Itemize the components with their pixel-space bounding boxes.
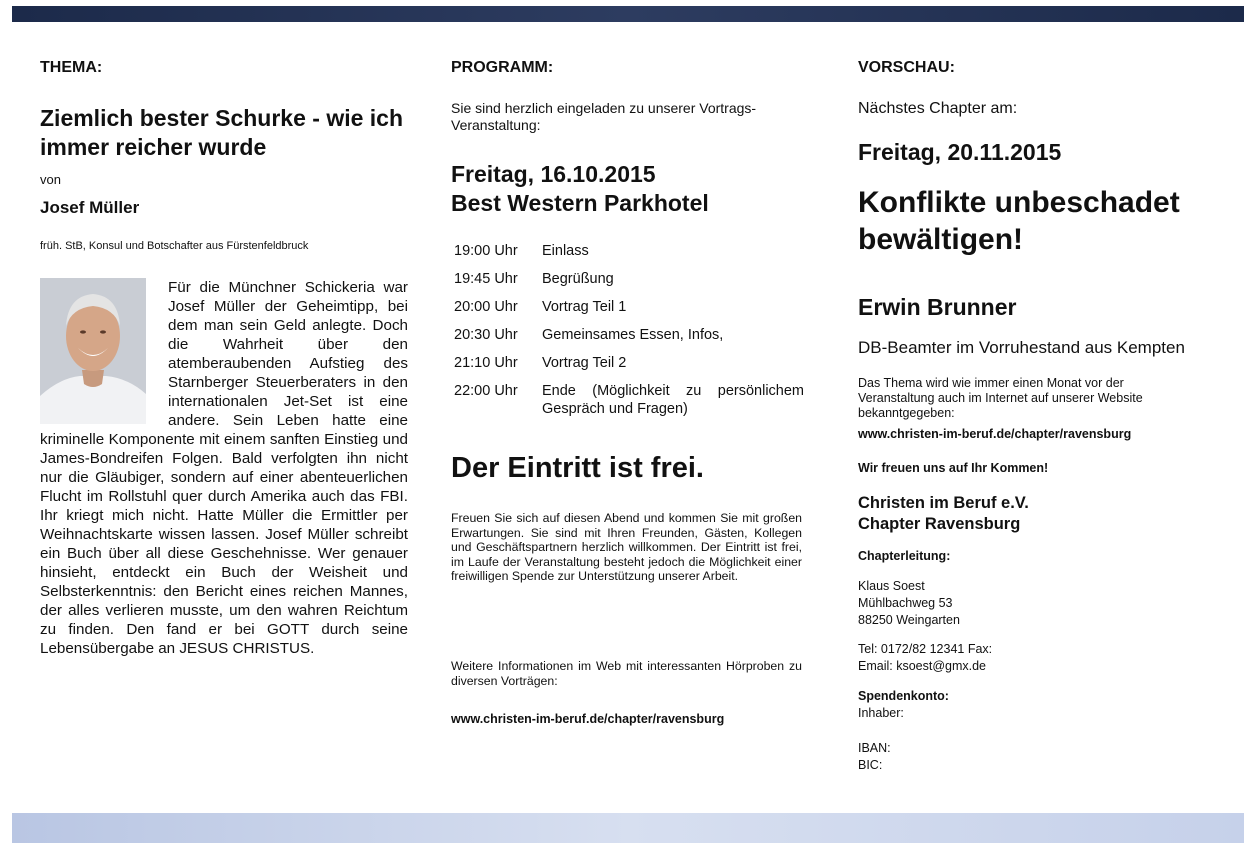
bottom-decor-band [12, 813, 1244, 843]
contact-block [858, 641, 992, 675]
announcement-note: Das Thema wird wie immer einen Monat vor der Veranstaltung auch im Internet auf unserer Website bekanntgegeben: [858, 376, 1143, 420]
bank-codes [858, 740, 891, 774]
event-date-venue [451, 160, 709, 218]
chapter-lead-label: Chapterleitung: [858, 549, 951, 563]
address-block [858, 578, 960, 629]
invitation-text: Sie sind herzlich eingeladen zu unserer Vortrags-Veranstaltung: [451, 100, 757, 133]
org-line-2: Chapter Ravensburg [858, 515, 1021, 533]
organization-name [858, 493, 1029, 535]
schedule-item: Begrüßung [542, 271, 614, 287]
schedule-time: 19:45 Uhr [454, 271, 518, 287]
schedule-time: 22:00 Uhr [454, 383, 518, 399]
program-header: PROGRAMM: [451, 59, 554, 76]
website-link[interactable]: www.christen-im-beruf.de/chapter/ravensburg [451, 712, 725, 726]
topic-header: THEMA: [40, 59, 103, 76]
next-chapter-date: Freitag, 20.11.2015 [858, 139, 1062, 165]
welcome-line: Wir freuen uns auf Ihr Kommen! [858, 461, 1049, 475]
account-holder: Inhaber: [858, 706, 904, 720]
schedule-item: Ende (Möglichkeit zu persönlichem Gespräch und Fragen) [542, 383, 804, 417]
schedule-row [454, 242, 804, 260]
schedule-row [454, 298, 804, 316]
schedule-time: 20:00 Uhr [454, 299, 518, 315]
schedule-row [454, 326, 804, 344]
speaker-bio [40, 278, 408, 658]
schedule-item: Vortrag Teil 2 [542, 355, 627, 371]
contact-city: 88250 Weingarten [858, 613, 960, 627]
speaker-subtitle: früh. StB, Konsul und Botschafter aus Fürstenfeldbruck [40, 240, 309, 252]
by-label: von [40, 172, 61, 187]
donation-label: Spendenkonto: [858, 689, 949, 703]
top-decor-band [12, 6, 1244, 22]
event-venue: Best Western Parkhotel [451, 190, 709, 216]
contact-name: Klaus Soest [858, 579, 925, 593]
welcome-paragraph: Freuen Sie sich auf diesen Abend und kommen Sie mit großen Erwartungen. Sie sind mit Ihren Freunden, Gästen, Kollegen und Geschäftspartnern herzlich willkommen. Der Eintritt ist frei, im Laufe der Veranstaltung besteht jedoch die Möglichkeit einer freiwilligen Spende zur Unterstützung unserer Arbeit. [451, 511, 802, 584]
contact-street: Mühlbachweg 53 [858, 596, 953, 610]
contact-phone: Tel: 0172/82 12341 Fax: [858, 642, 993, 656]
schedule-row [454, 382, 804, 418]
schedule-row [454, 270, 804, 288]
preview-website-link[interactable]: www.christen-im-beruf.de/chapter/ravensburg [858, 427, 1132, 441]
bic-label: BIC: [858, 758, 883, 772]
talk-title: Ziemlich bester Schurke - wie ich immer reicher wurde [40, 105, 404, 160]
speaker-name: Josef Müller [40, 198, 140, 217]
bio-text: Für die Münchner Schickeria war Josef Müller der Geheimtipp, bei dem man sein Geld anlegte. Doch die Wahrheit über den atemberaubenden Aufstieg des Starnberger Steuerberaters in den internationalen Jet-Set ist eine andere. Sein Leben hatte eine kriminelle Komponente mit einem sanften Einstieg und James-Bondreifen Folgen. Bald verfolgten ihn nicht nur die Gläubiger, sondern auf einer abenteuerlichen Flucht im Rollstuhl quer durch Amerika auch das FBI. Ihr kriegt mich nicht. Hatte Müller die Ermittler per Weihnachtskarte wissen lassen. Josef Müller schreibt ein Buch über all diese Geschehnisse. Wer genauer hinsieht, entdeckt ein Buch der Weisheit und Selbsterkenntnis: den Bericht eines reichen Mannes, der alles verlieren musste, um den wahren Reichtum zu finden. Den fand er bei GOTT durch seine Lebensübergabe an JESUS CHRISTUS. [40, 279, 408, 657]
next-topic: Konflikte unbeschadet bewältigen! [858, 186, 1180, 256]
schedule-time: 20:30 Uhr [454, 327, 518, 343]
next-speaker: Erwin Brunner [858, 294, 1017, 320]
event-date: Freitag, 16.10.2015 [451, 161, 656, 187]
schedule-item: Gemeinsames Essen, Infos, [542, 327, 724, 343]
more-info-text: Weitere Informationen im Web mit interessanten Hörproben zu diversen Vorträgen: [451, 659, 802, 688]
org-line-1: Christen im Beruf e.V. [858, 494, 1029, 512]
schedule-row [454, 354, 804, 372]
free-entry-heading: Der Eintritt ist frei. [451, 452, 704, 484]
schedule-time: 19:00 Uhr [454, 243, 518, 259]
schedule-time: 21:10 Uhr [454, 355, 518, 371]
preview-header: VORSCHAU: [858, 59, 955, 76]
schedule-item: Vortrag Teil 1 [542, 299, 627, 315]
next-speaker-role: DB-Beamter im Vorruhestand aus Kempten [858, 338, 1185, 357]
schedule-list [454, 242, 804, 428]
next-chapter-label: Nächstes Chapter am: [858, 100, 1018, 117]
contact-email[interactable]: Email: ksoest@gmx.de [858, 659, 987, 673]
iban-label: IBAN: [858, 741, 891, 755]
photo-spacer [40, 278, 146, 424]
donation-account [858, 688, 949, 722]
schedule-item: Einlass [542, 243, 589, 259]
